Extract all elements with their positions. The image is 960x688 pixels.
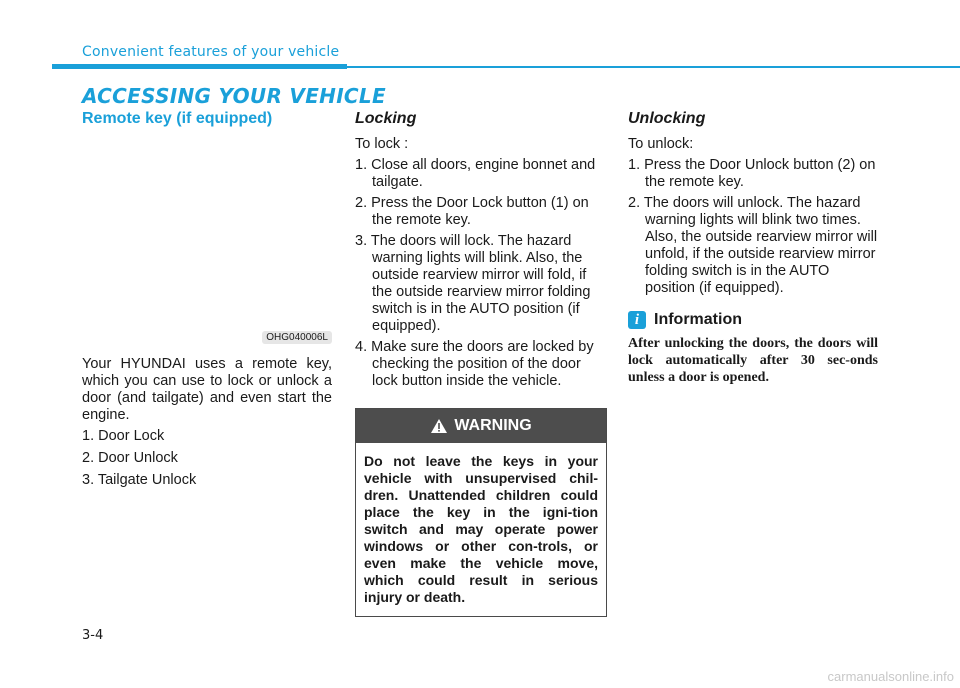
section-header: Convenient features of your vehicle — [82, 44, 340, 60]
locking-intro: To lock : — [355, 136, 409, 152]
warning-header — [356, 409, 606, 443]
unlocking-heading: Unlocking — [628, 110, 706, 127]
header-rule-thin — [347, 66, 960, 68]
remote-key-figure — [82, 128, 332, 348]
locking-step-2: 2. Press the Door Lock button (1) on the remote key. — [355, 195, 589, 228]
warning-triangle-icon — [430, 418, 448, 434]
locking-step-4: 4. Make sure the doors are locked by checking the position of the door lock button inside the vehicle. — [355, 339, 594, 389]
column-locking — [355, 108, 605, 617]
warning-box — [355, 408, 607, 617]
information-title: Information — [654, 311, 742, 328]
remote-key-intro: Your HYUNDAI uses a remote key, which you can use to lock or unlock a door (and tailgate) and even start the engine. — [82, 356, 332, 423]
header-rule-thick — [52, 64, 347, 69]
column-unlocking — [628, 108, 878, 386]
unlocking-step-2: 2. The doors will unlock. The hazard warning lights will blink two times. Also, the outside rearview mirror will unfold, if the outside rearview mirror folding switch is in the AUTO position (if equipped). — [628, 195, 878, 296]
locking-step-3: 3. The doors will lock. The hazard warning lights will blink. Also, the outside rearview mirror will fold, if the outside rearview mirror folding switch is in the AUTO position (if equipped). — [355, 233, 591, 334]
page-title: ACCESSING YOUR VEHICLE — [82, 84, 386, 108]
information-icon: i — [628, 311, 646, 329]
watermark: carmanualsonline.info — [827, 669, 954, 684]
unlocking-intro: To unlock: — [628, 136, 694, 152]
column-remote-key — [82, 108, 332, 494]
information-text: After unlocking the doors, the doors will lock automatically after 30 sec-onds unless a door is opened. — [628, 336, 878, 385]
locking-heading: Locking — [355, 110, 417, 127]
figure-code: OHG040006L — [262, 331, 332, 344]
warning-label: WARNING — [454, 417, 532, 434]
button-item-tailgate-unlock: 3. Tailgate Unlock — [82, 472, 197, 488]
unlocking-step-1: 1. Press the Door Unlock button (2) on the remote key. — [628, 157, 876, 190]
warning-text: Do not leave the keys in your vehicle with unsupervised chil-dren. Unattended children could place the key in the igni-tion switch and may operate power windows or other con-trols, or even make the vehicle move, which could result in serious injury or death. — [364, 453, 598, 605]
locking-step-1: 1. Close all doors, engine bonnet and tailgate. — [355, 157, 596, 190]
button-item-door-lock: 1. Door Lock — [82, 428, 165, 444]
information-header — [628, 311, 878, 329]
page-number: 3-4 — [82, 628, 104, 643]
remote-key-heading: Remote key (if equipped) — [82, 110, 273, 127]
button-item-door-unlock: 2. Door Unlock — [82, 450, 178, 466]
